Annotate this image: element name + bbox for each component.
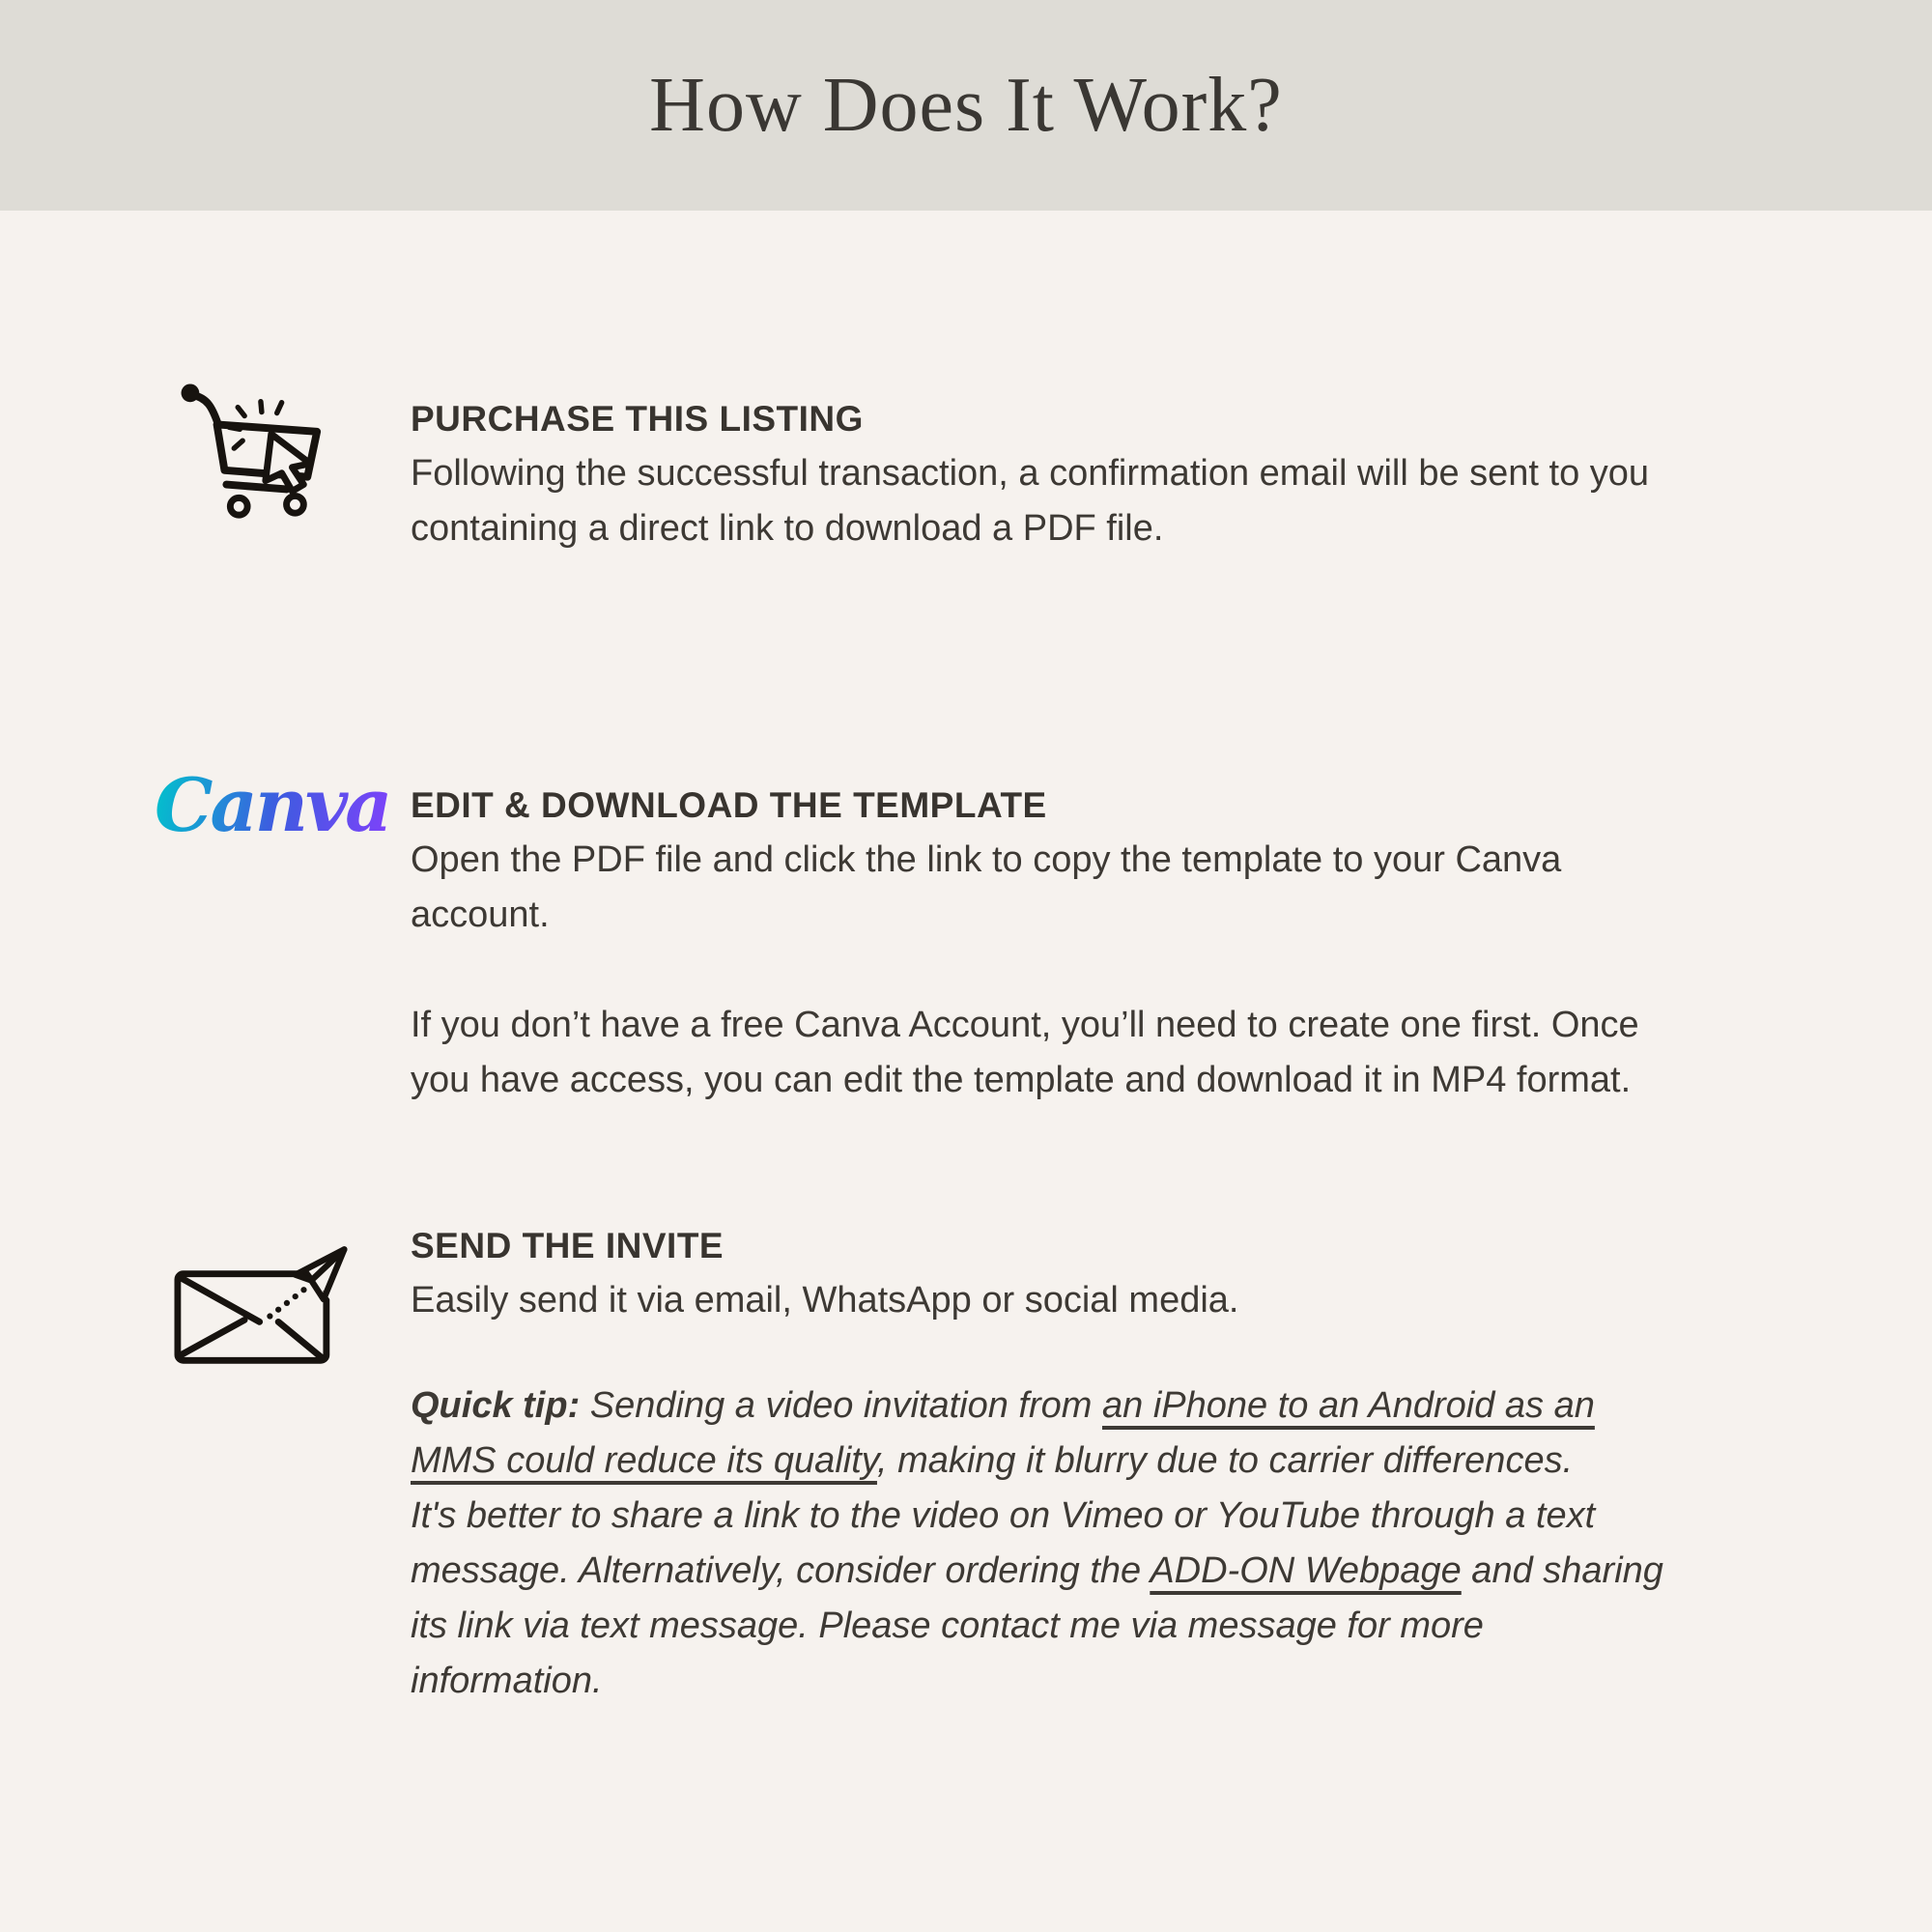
step-icon-column: [155, 1218, 411, 1373]
step-text-column: [411, 778, 1676, 1108]
page-title: How Does It Work?: [649, 62, 1283, 148]
step-paragraph: If you don’t have a free Canva Account, you’ll need to create one first. Once you have access, you can edit the template and download it in MP4 format.: [411, 1005, 1639, 1100]
step-paragraph: Following the successful transaction, a confirmation email will be sent to you containing a direct link to download a PDF file.: [411, 453, 1650, 549]
canva-logo: Canva: [155, 764, 411, 847]
step-icon-column: [155, 391, 411, 525]
step-text-column: [411, 1218, 1676, 1709]
step-icon-column: [155, 762, 411, 848]
content-area: [0, 391, 1932, 1709]
step-heading: SEND THE INVITE: [411, 1226, 724, 1265]
page-header: [0, 0, 1932, 211]
quick-tip-paragraph: Quick tip: Sending a video invitation from an iPhone to an Android as an MMS could reduce its quality, making it blurry due to carrier differences. It's better to share a link to the video on Vimeo or YouTube through a text message. Alternatively, consider ordering the ADD-ON Webpage and sharing its link via text message. Please contact me via message for more information.: [411, 1385, 1663, 1701]
step-purchase-section: [155, 391, 1777, 556]
step-send-section: [155, 1218, 1777, 1709]
step-heading: EDIT & DOWNLOAD THE TEMPLATE: [411, 785, 1047, 825]
cart-click-icon: [179, 382, 331, 525]
envelope-send-icon: [172, 1226, 360, 1373]
step-paragraph: Open the PDF file and click the link to copy the template to your Canva account.: [411, 839, 1562, 935]
step-text-column: [411, 391, 1676, 556]
step-edit-section: [155, 762, 1777, 1108]
step-heading: PURCHASE THIS LISTING: [411, 399, 864, 439]
step-paragraph: Easily send it via email, WhatsApp or social media.: [411, 1280, 1239, 1321]
